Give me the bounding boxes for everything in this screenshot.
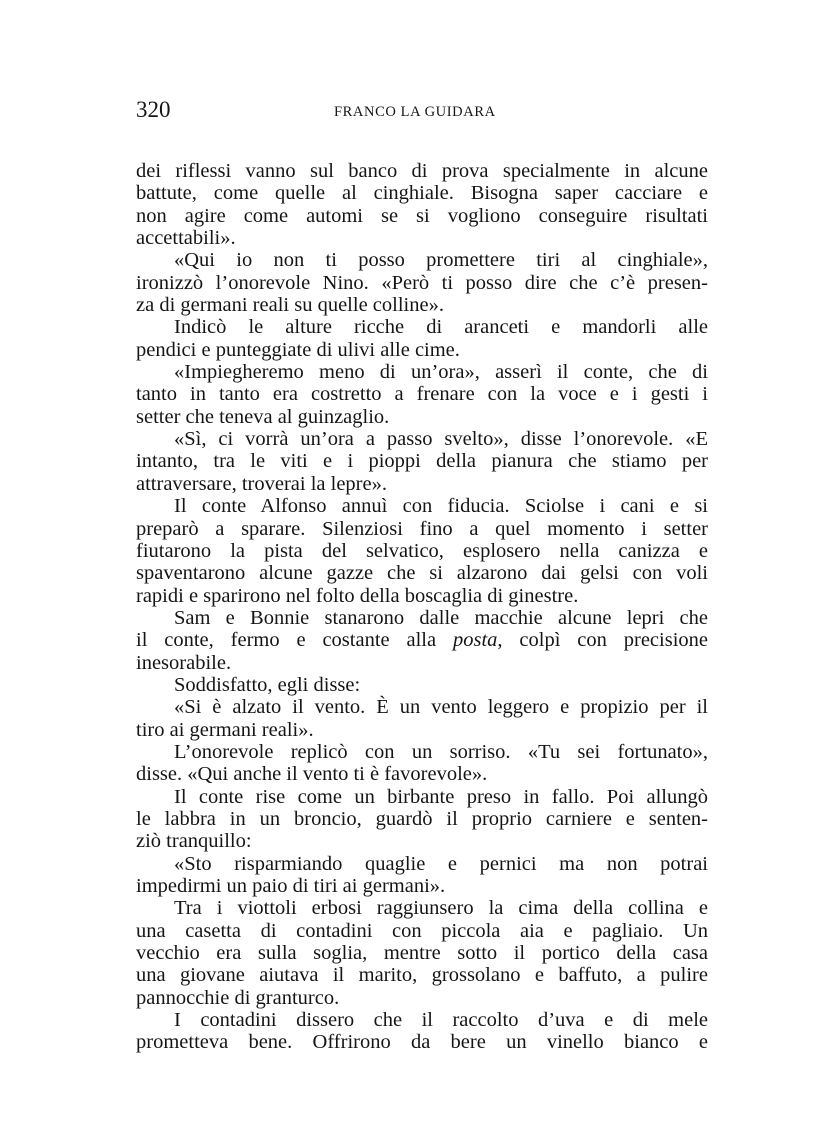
text-line: vecchio era sulla soglia, mentre sotto il portico della casa bbox=[136, 942, 708, 965]
text-line: prometteva bene. Offrirono da bere un vinello bianco e bbox=[136, 1031, 708, 1054]
text-line: preparò a sparare. Silenziosi fino a quel momento i setter bbox=[136, 517, 708, 540]
text-line: pendici e punteggiate di ulivi alle cime. bbox=[136, 338, 460, 361]
text-line: dei riflessi vanno sul banco di prova specialmente in alcune bbox=[136, 160, 708, 182]
body-text bbox=[136, 160, 708, 1054]
text-line: «Sto risparmiando quaglie e pernici ma non potrai bbox=[174, 852, 708, 875]
text-line: I contadini dissero che il raccolto d’uva e di mele bbox=[174, 1009, 708, 1032]
text-line: ironizzò l’onorevole Nino. «Però ti posso dire che c’è presen- bbox=[136, 271, 708, 294]
text-line: setter che teneva al guinzaglio. bbox=[136, 405, 390, 428]
running-title: FRANCO LA GUIDARA bbox=[334, 104, 496, 120]
text-line: «Si è alzato il vento. È un vento leggero e propizio per il bbox=[174, 696, 708, 719]
text-line: «Impiegheremo meno di un’ora», asserì il conte, che di bbox=[174, 361, 708, 384]
text-line: non agire come automi se si vogliono conseguire risultati bbox=[136, 204, 708, 227]
text-line: pannocchie di granturco. bbox=[136, 986, 340, 1009]
text-line: Soddisfatto, egli disse: bbox=[174, 673, 361, 696]
text-line: tanto in tanto era costretto a frenare con la voce e i gesti i bbox=[136, 383, 708, 406]
text-line: Il conte rise come un birbante preso in fallo. Poi allungò bbox=[174, 785, 708, 808]
text-line: ziò tranquillo: bbox=[136, 830, 252, 853]
text-line: inesorabile. bbox=[136, 651, 232, 674]
text-line: spaventarono alcune gazze che si alzarono dai gelsi con voli bbox=[136, 562, 708, 585]
page-number: 320 bbox=[136, 97, 171, 122]
text-line: Il conte Alfonso annuì con fiducia. Sciolse i cani e si bbox=[174, 495, 708, 518]
text-line: attraversare, troverai la lepre». bbox=[136, 472, 387, 495]
text-segment: , colpì con precisione bbox=[497, 629, 708, 652]
text-line: le labbra in un broncio, guardò il proprio carniere e senten- bbox=[136, 807, 708, 830]
text-segment: il conte, fermo e costante alla bbox=[136, 629, 453, 652]
italic-word: posta bbox=[452, 629, 498, 652]
text-line: Sam e Bonnie stanarono dalle macchie alcune lepri che bbox=[174, 606, 708, 629]
text-line: tiro ai germani reali». bbox=[136, 718, 314, 741]
text-line bbox=[136, 629, 708, 651]
text-line: una giovane aiutava il marito, grossolano e baffuto, a pulire bbox=[136, 964, 708, 987]
text-line: impedirmi un paio di tiri ai germani». bbox=[136, 875, 446, 897]
text-line: L’onorevole replicò con un sorriso. «Tu sei fortunato», bbox=[174, 740, 708, 763]
text-line: fiutarono la pista del selvatico, esplosero nella canizza e bbox=[136, 539, 708, 562]
text-line: battute, come quelle al cinghiale. Bisogna saper cacciare e bbox=[136, 182, 708, 205]
text-line: accettabili». bbox=[136, 227, 236, 250]
text-line: Indicò le alture ricche di aranceti e mandorli alle bbox=[174, 316, 708, 339]
text-line: disse. «Qui anche il vento ti è favorevole». bbox=[136, 763, 488, 786]
text-line: Tra i viottoli erbosi raggiunsero la cima della collina e bbox=[174, 897, 708, 920]
text-line: una casetta di contadini con piccola aia e pagliaio. Un bbox=[136, 919, 708, 942]
text-line: rapidi e sparirono nel folto della boscaglia di ginestre. bbox=[136, 584, 579, 607]
text-line: «Sì, ci vorrà un’ora a passo svelto», disse l’onorevole. «E bbox=[174, 428, 708, 451]
text-line: intanto, tra le viti e i pioppi della pianura che stiamo per bbox=[136, 450, 708, 473]
text-line: za di germani reali su quelle colline». bbox=[136, 294, 444, 317]
running-header bbox=[136, 93, 708, 127]
text-line: «Qui io non ti posso promettere tiri al cinghiale», bbox=[174, 249, 708, 272]
